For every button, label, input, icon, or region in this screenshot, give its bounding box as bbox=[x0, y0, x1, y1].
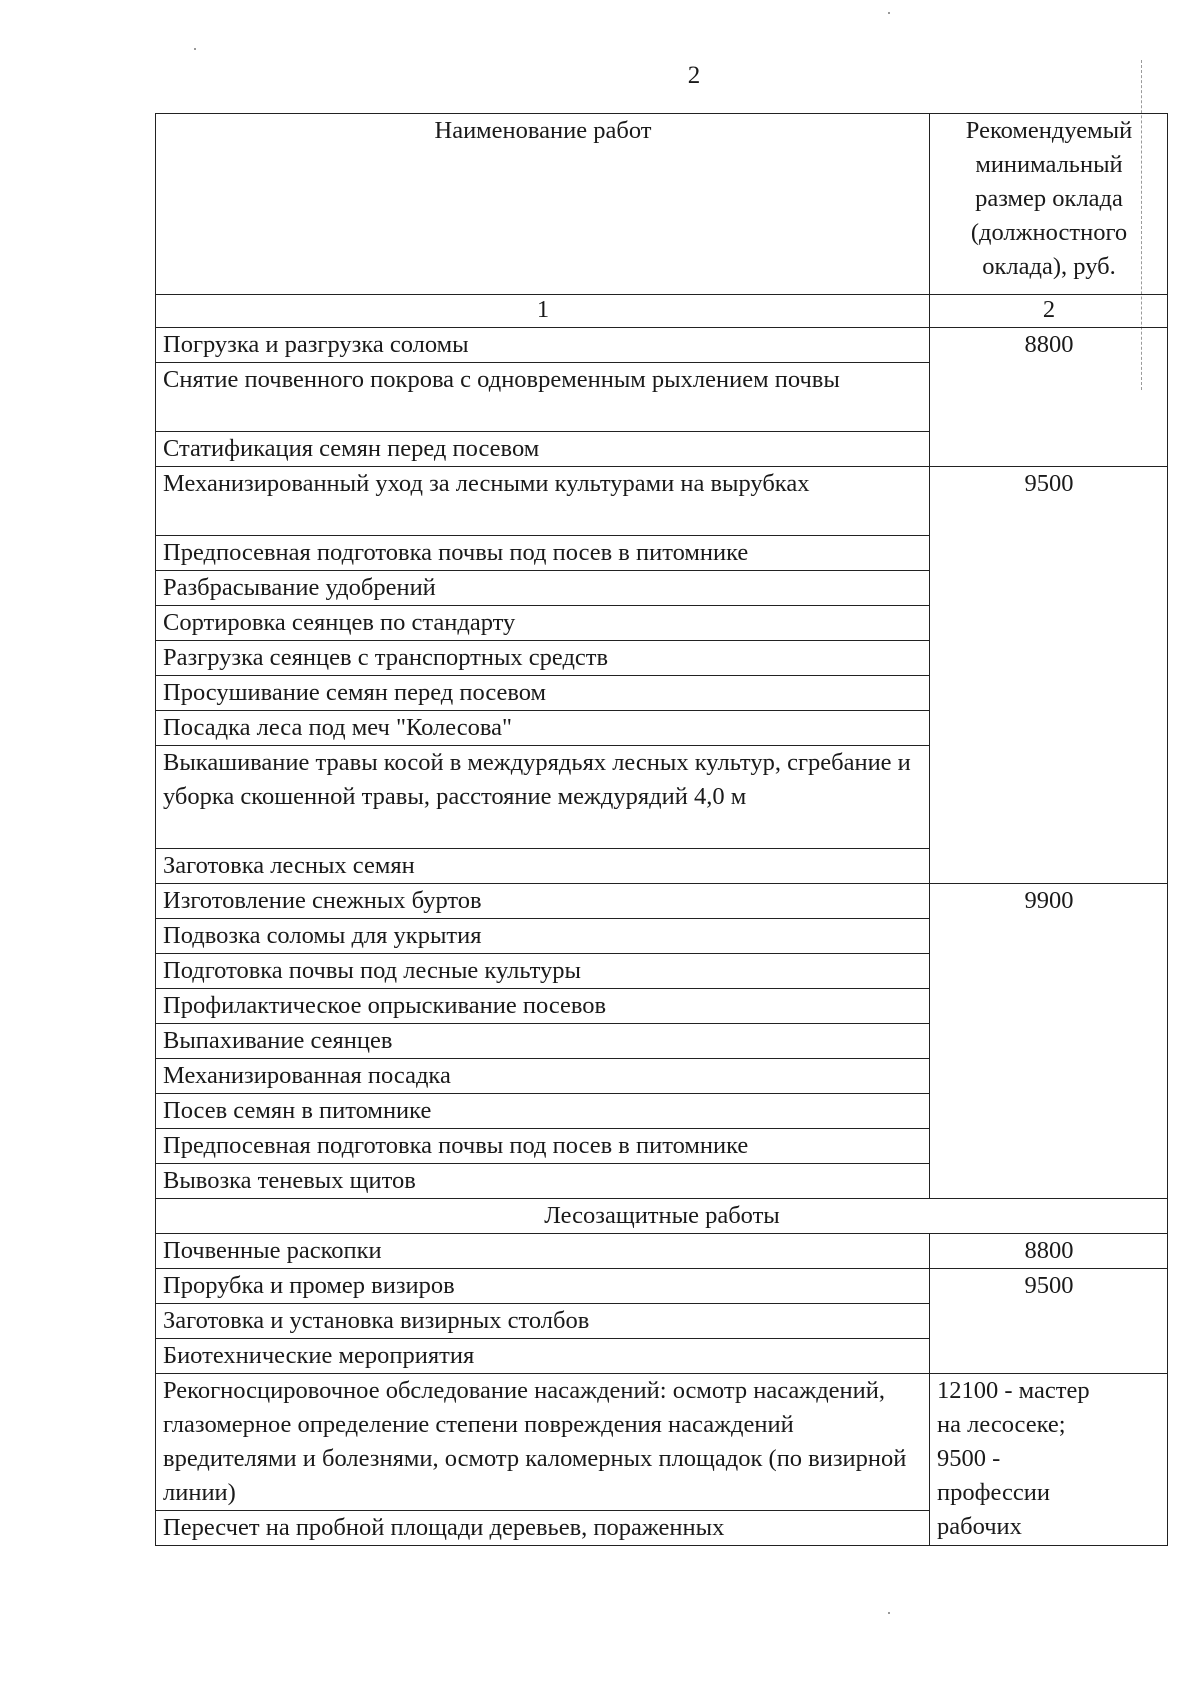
work-name: Выкашивание травы косой в междурядьях лесных культур, сгребание и уборка скошенной травы, расстояние междурядий 4,0 м bbox=[156, 746, 930, 849]
work-name: Предпосевная подготовка почвы под посев в питомнике bbox=[156, 536, 930, 571]
salary-header-line: (должностного bbox=[970, 219, 1128, 246]
work-name: Посадка леса под меч "Колесова" bbox=[156, 711, 930, 746]
table-row bbox=[156, 328, 1168, 363]
table-row bbox=[156, 1269, 1168, 1304]
scan-speck bbox=[194, 48, 196, 50]
work-name: Подвозка соломы для укрытия bbox=[156, 919, 930, 954]
work-name: Статификация семян перед посевом bbox=[156, 432, 930, 467]
work-name: Почвенные раскопки bbox=[156, 1234, 930, 1269]
work-name: Рекогносцировочное обследование насаждений: осмотр насаждений, глазомерное определение степени повреждения насаждений вредителями и болезнями, осмотр каломерных площадок (по визирной линии) bbox=[156, 1374, 930, 1511]
work-name: Заготовка лесных семян bbox=[156, 849, 930, 884]
salary-value-line: 12100 - мастер bbox=[937, 1377, 1090, 1404]
table-row bbox=[156, 467, 1168, 536]
work-name: Выпахивание сеянцев bbox=[156, 1024, 930, 1059]
salary-value: 9900 bbox=[930, 884, 1168, 1199]
header-row bbox=[156, 114, 1168, 295]
work-name: Подготовка почвы под лесные культуры bbox=[156, 954, 930, 989]
salary-value-line: 9500 - bbox=[937, 1445, 1001, 1472]
scan-speck bbox=[888, 1612, 890, 1614]
work-name: Разбрасывание удобрений bbox=[156, 571, 930, 606]
salary-value: 9500 bbox=[930, 467, 1168, 884]
table-row bbox=[156, 884, 1168, 919]
salary-header bbox=[930, 114, 1168, 295]
salary-value: 8800 bbox=[930, 328, 1168, 467]
work-name: Вывозка теневых щитов bbox=[156, 1164, 930, 1199]
salary-header-line: оклада), руб. bbox=[982, 253, 1116, 280]
section-row bbox=[156, 1199, 1168, 1234]
work-name: Разгрузка сеянцев с транспортных средств bbox=[156, 641, 930, 676]
work-name: Механизированная посадка bbox=[156, 1059, 930, 1094]
work-name: Биотехнические мероприятия bbox=[156, 1339, 930, 1374]
salary-table bbox=[155, 113, 1168, 1546]
work-name-header: Наименование работ bbox=[156, 114, 930, 295]
scan-speck bbox=[888, 12, 890, 14]
salary-value-line: профессии bbox=[937, 1479, 1050, 1506]
salary-header-line: Рекомендуемый bbox=[965, 117, 1133, 144]
salary-value: 8800 bbox=[930, 1234, 1168, 1269]
work-name: Посев семян в питомнике bbox=[156, 1094, 930, 1129]
salary-header-line: размер оклада bbox=[975, 185, 1123, 212]
work-name: Пересчет на пробной площади деревьев, пораженных bbox=[156, 1511, 930, 1546]
salary-value bbox=[930, 1374, 1168, 1546]
salary-value-line: на лесосеке; bbox=[937, 1411, 1066, 1438]
page-number: 2 bbox=[687, 62, 701, 89]
work-name: Погрузка и разгрузка соломы bbox=[156, 328, 930, 363]
work-name: Сортировка сеянцев по стандарту bbox=[156, 606, 930, 641]
work-name: Предпосевная подготовка почвы под посев в питомнике bbox=[156, 1129, 930, 1164]
table-row bbox=[156, 1374, 1168, 1511]
work-name: Профилактическое опрыскивание посевов bbox=[156, 989, 930, 1024]
work-name: Снятие почвенного покрова с одновременным рыхлением почвы bbox=[156, 363, 930, 432]
work-name: Изготовление снежных буртов bbox=[156, 884, 930, 919]
work-name: Просушивание семян перед посевом bbox=[156, 676, 930, 711]
salary-value-line: рабочих bbox=[937, 1513, 1022, 1540]
work-name: Заготовка и установка визирных столбов bbox=[156, 1304, 930, 1339]
column-number: 2 bbox=[930, 295, 1168, 328]
salary-value: 9500 bbox=[930, 1269, 1168, 1374]
column-number: 1 bbox=[156, 295, 930, 328]
table-row bbox=[156, 1234, 1168, 1269]
section-title: Лесозащитные работы bbox=[156, 1199, 1168, 1234]
work-name: Прорубка и промер визиров bbox=[156, 1269, 930, 1304]
column-number-row bbox=[156, 295, 1168, 328]
salary-header-line: минимальный bbox=[975, 151, 1123, 178]
work-name: Механизированный уход за лесными культурами на вырубках bbox=[156, 467, 930, 536]
